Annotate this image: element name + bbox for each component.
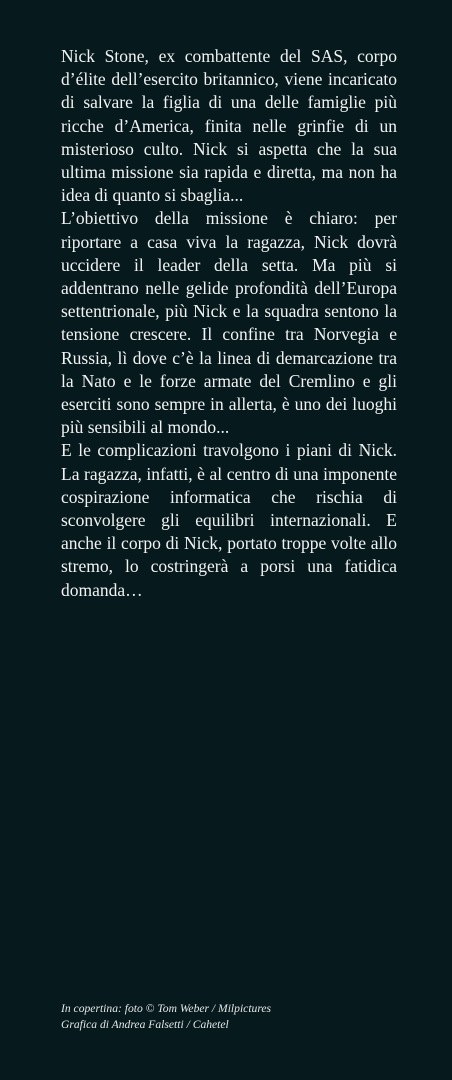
blurb-paragraph-3: E le complicazioni travolgono i piani di Nick. La ragazza, infatti, è al centro di una imponente cospirazione informatica che rischia di sconvolgere gli equilibri internazionali. E anche il corpo di Nick, portato troppe volte allo stremo, lo costringerà a porsi una fatidica domanda… [61, 440, 397, 600]
cover-photo-credit: In copertina: foto © Tom Weber / Milpictures [61, 1002, 272, 1015]
blurb-paragraph-1: Nick Stone, ex combattente del SAS, corpo d’élite dell’esercito britannico, viene incaricato di salvare la figlia di una delle famiglie più ricche d’America, finita nelle grinfie di un misterioso culto. Nick si aspetta che la sua ultima missione sia rapida e diretta, ma non ha idea di quanto si sbaglia... [61, 46, 397, 206]
blurb-paragraph-2: L’obiettivo della missione è chiaro: per riportare a casa viva la ragazza, Nick dovrà uccidere il leader della setta. Ma più si addentrano nelle gelide profondità dell’Europa settentrionale, più Nick e la squadra sentono la tensione crescere. Il confine tra Norvegia e Russia, lì dove c’è la linea di demarcazione tra la Nato e le forze armate del Cremlino e gli eserciti sono sempre in allerta, è uno dei luoghi più sensibili al mondo... [61, 208, 397, 438]
blurb-text [61, 45, 397, 602]
credits [61, 1001, 271, 1033]
graphics-credit: Grafica di Andrea Falsetti / Cahetel [61, 1018, 229, 1031]
